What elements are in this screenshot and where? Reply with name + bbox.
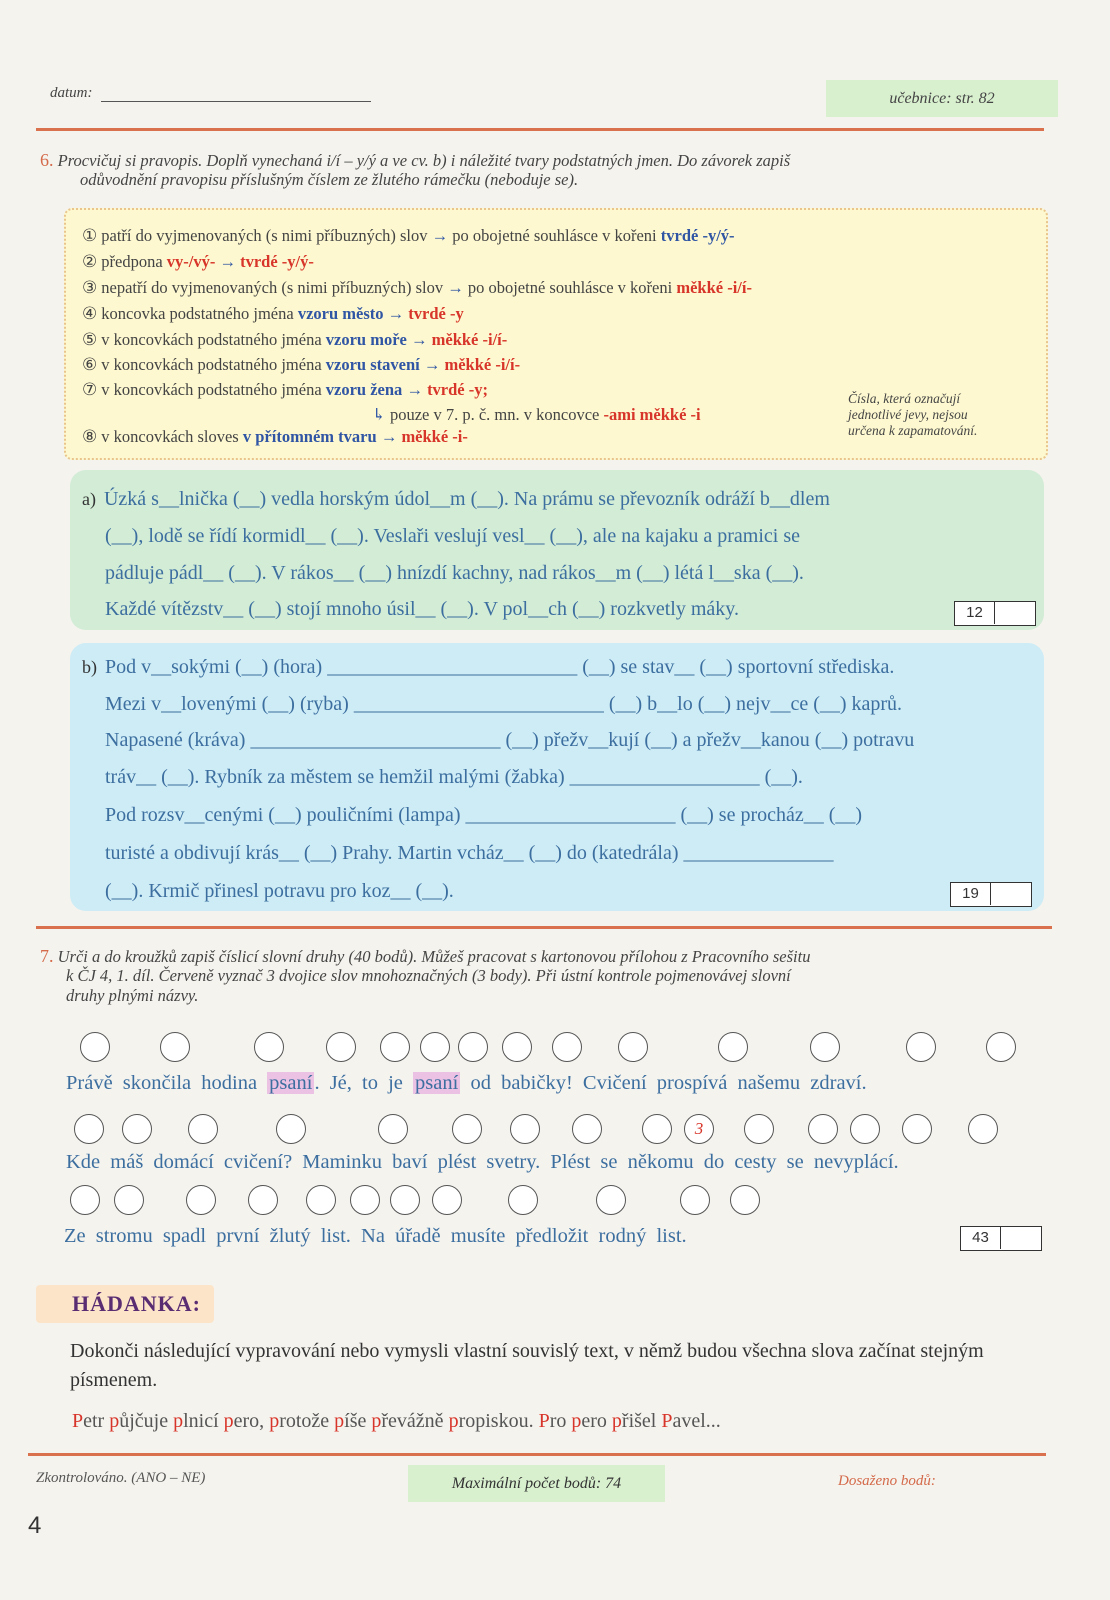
- word-type-circle[interactable]: [122, 1114, 152, 1144]
- story-word: půjčuje: [109, 1410, 169, 1432]
- sentence-3: Ze stromu spadl první žlutý list. Na úřadě musíte předložit rodný list.: [64, 1225, 687, 1247]
- rules-note: Čísla, která označují jednotlivé jevy, nejsou určena k zapamatování.: [848, 391, 978, 438]
- max-points: Maximální počet bodů: 74: [408, 1465, 665, 1502]
- word-type-circle[interactable]: [458, 1032, 488, 1062]
- word-type-circle-filled[interactable]: 3: [684, 1114, 714, 1144]
- rule-7-exception: ↳ pouze v 7. p. č. mn. v koncovce -ami měkké -i: [372, 405, 701, 424]
- task7-instruction-2: k ČJ 4, 1. díl. Červeně vyznač 3 dvojice slov mnohoznačných (3 body). Při ústní kontrole pojmenovávej slovní: [66, 966, 791, 985]
- word-type-circle[interactable]: [378, 1114, 408, 1144]
- rule-5: ⑤ v koncovkách podstatného jména vzoru moře → měkké -i/í-: [82, 330, 508, 349]
- exercise-b-line-4[interactable]: tráv__ (__). Rybník za městem se hemžil malými (žabka) ___________________ (__).: [105, 766, 803, 788]
- rule-6: ⑥ v koncovkách podstatného jména vzoru stavení → měkké -i/í-: [82, 355, 521, 374]
- word-type-circle[interactable]: [306, 1185, 336, 1215]
- word-type-circle[interactable]: [552, 1032, 582, 1062]
- exercise-a-line-2[interactable]: (__), lodě se řídí kormidl__ (__). Veslaři veslují vesl__ (__), ale na kajaku a pramici se: [105, 525, 800, 547]
- circles-row-1: [0, 1032, 1110, 1064]
- exercise-b-line-6[interactable]: turisté a obdivují krás__ (__) Prahy. Martin vcház__ (__) do (katedrála) _______________: [105, 842, 834, 864]
- exercise-a-line-4[interactable]: Každé vítězstv__ (__) stojí mnoho úsil__ (__). V pol__ch (__) rozkvetly máky.: [105, 598, 739, 620]
- riddle-title: HÁDANKA:: [72, 1291, 201, 1316]
- word-type-circle[interactable]: [160, 1032, 190, 1062]
- exercise-a-line-3[interactable]: pádluje pádl__ (__). V rákos__ (__) hnízdí kachny, nad rákos__m (__) létá l__ska (__).: [105, 562, 804, 584]
- story-word: pero: [571, 1410, 607, 1432]
- sentence-1: Právě skončila hodina psaní. Jé, to je psaní od babičky! Cvičení prospívá našemu zdraví.: [66, 1072, 867, 1094]
- date-blank[interactable]: [101, 101, 371, 102]
- story-word: Pavel...: [661, 1410, 721, 1432]
- exercise-b-line-2[interactable]: Mezi v__lovenými (__) (ryba) _________________________ (__) b__lo (__) nejv__ce (__) kaprů.: [105, 693, 903, 715]
- word-type-circle[interactable]: [902, 1114, 932, 1144]
- word-type-circle[interactable]: [596, 1185, 626, 1215]
- story-word: plnicí: [173, 1410, 219, 1432]
- task6-divider: [36, 926, 1052, 929]
- word-type-circle[interactable]: [74, 1114, 104, 1144]
- story-word: píše: [334, 1410, 367, 1432]
- word-type-circle[interactable]: [986, 1032, 1016, 1062]
- word-type-circle[interactable]: [510, 1114, 540, 1144]
- story-word: pero,: [223, 1410, 265, 1432]
- riddle-text: Dokonči následující vypravování nebo vymysli vlastní souvislý text, v němž budou všechna slova začínat stejným písmenem.: [70, 1340, 984, 1391]
- word-type-circle[interactable]: [186, 1185, 216, 1215]
- word-type-circle[interactable]: [80, 1032, 110, 1062]
- word-type-circle[interactable]: [508, 1185, 538, 1215]
- word-type-circle[interactable]: [452, 1114, 482, 1144]
- word-type-circle[interactable]: [114, 1185, 144, 1215]
- story-word: propiskou.: [448, 1410, 534, 1432]
- word-type-circle[interactable]: [680, 1185, 710, 1215]
- rule-2: ② předpona vy-/vý- → tvrdé -y/ý-: [82, 252, 314, 271]
- score-box-a[interactable]: 12: [954, 601, 1036, 626]
- circles-row-3: [0, 1185, 1110, 1217]
- rule-3: ③ nepatří do vyjmenovaných (s nimi příbuzných) slov → po obojetné souhlásce v kořeni měkké -i/í-: [82, 278, 752, 297]
- word-type-circle[interactable]: [810, 1032, 840, 1062]
- circles-row-2: [0, 1114, 1110, 1146]
- word-type-circle[interactable]: [618, 1032, 648, 1062]
- exercise-b-line-3[interactable]: Napasené (kráva) _________________________ (__) přežv__kují (__) a přežv__kanou (__) potravu: [105, 729, 915, 751]
- highlighted-word: psaní: [415, 1072, 459, 1094]
- word-type-circle[interactable]: [188, 1114, 218, 1144]
- question-icon: ?: [40, 1285, 59, 1318]
- textbook-reference: učebnice: str. 82: [826, 80, 1058, 117]
- highlighted-word: psaní: [269, 1072, 313, 1094]
- footer-divider: [28, 1453, 1046, 1456]
- word-type-circle[interactable]: [276, 1114, 306, 1144]
- word-type-circle[interactable]: [390, 1185, 420, 1215]
- task6-instruction-2: odůvodnění pravopisu příslušným číslem ze žlutého rámečku (neboduje se).: [80, 170, 579, 189]
- word-type-circle[interactable]: [744, 1114, 774, 1144]
- word-type-circle[interactable]: [906, 1032, 936, 1062]
- story-word: převážně: [371, 1410, 444, 1432]
- word-type-circle[interactable]: [420, 1032, 450, 1062]
- story-word: protože: [269, 1410, 330, 1432]
- word-type-circle[interactable]: [380, 1032, 410, 1062]
- task7-instruction-3: druhy plnými názvy.: [66, 986, 199, 1005]
- rule-7: ⑦ v koncovkách podstatného jména vzoru žena → tvrdé -y;: [82, 380, 488, 399]
- word-type-circle[interactable]: [350, 1185, 380, 1215]
- task6-instruction: 6. Procvičuj si pravopis. Doplň vynechaná i/í – y/ý a ve cv. b) i náležité tvary podstatných jmen. Do závorek zapiš: [40, 150, 791, 170]
- page-number: 4: [28, 1512, 42, 1539]
- word-type-circle[interactable]: [642, 1114, 672, 1144]
- date-label: datum:: [50, 85, 371, 102]
- word-type-circle[interactable]: [502, 1032, 532, 1062]
- task7-instruction: 7. Urči a do kroužků zapiš číslicí slovní druhy (40 bodů). Můžeš pracovat s kartonovou přílohou z Pracovního sešitu: [40, 946, 811, 966]
- word-type-circle[interactable]: [718, 1032, 748, 1062]
- word-type-circle[interactable]: [730, 1185, 760, 1215]
- score-box-b[interactable]: 19: [950, 882, 1032, 907]
- word-type-circle[interactable]: [70, 1185, 100, 1215]
- rule-8: ⑧ v koncovkách sloves v přítomném tvaru → měkké -i-: [82, 427, 468, 446]
- word-type-circle[interactable]: [432, 1185, 462, 1215]
- word-type-circle[interactable]: [326, 1032, 356, 1062]
- sentence-2: Kde máš domácí cvičení? Maminku baví plést svetry. Plést se někomu do cesty se nevyplácí.: [66, 1151, 899, 1173]
- achieved-points: Dosaženo bodů:: [838, 1473, 936, 1489]
- story-word: Petr: [72, 1410, 105, 1432]
- story-word: přišel: [611, 1410, 657, 1432]
- rule-4: ④ koncovka podstatného jména vzoru město → tvrdé -y: [82, 304, 464, 323]
- exercise-b-line-7[interactable]: (__). Krmič přinesl potravu pro koz__ (__).: [105, 880, 454, 902]
- rule-1: ① patří do vyjmenovaných (s nimi příbuzných) slov → po obojetné souhlásce v kořeni tvrdé -y/ý-: [82, 226, 735, 245]
- header-divider: [36, 128, 1044, 131]
- word-type-circle[interactable]: [808, 1114, 838, 1144]
- score-box-task7[interactable]: 43: [960, 1226, 1042, 1251]
- word-type-circle[interactable]: [248, 1185, 278, 1215]
- exercise-b-line-1[interactable]: b) Pod v__sokými (__) (hora) _________________________ (__) se stav__ (__) sportovní střediska.: [82, 656, 895, 678]
- word-type-circle[interactable]: [850, 1114, 880, 1144]
- story-word: Pro: [538, 1410, 567, 1432]
- checked-label: Zkontrolováno. (ANO – NE): [36, 1470, 206, 1486]
- riddle-story: [72, 1410, 721, 1433]
- word-type-circle[interactable]: [572, 1114, 602, 1144]
- word-type-circle[interactable]: [968, 1114, 998, 1144]
- word-type-circle[interactable]: [254, 1032, 284, 1062]
- exercise-a-line-1[interactable]: a) Úzká s__lnička (__) vedla horským údol__m (__). Na prámu se převozník odráží b__dlem: [82, 488, 830, 510]
- exercise-b-line-5[interactable]: Pod rozsv__cenými (__) pouličními (lampa) _____________________ (__) se procház__ (__): [105, 804, 863, 826]
